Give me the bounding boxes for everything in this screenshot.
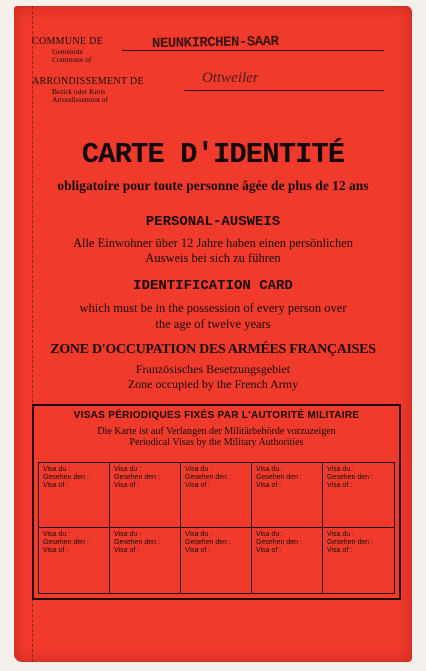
gesehen-label: Gesehen den : [43,474,89,481]
visa-du-label: Visa du : [256,531,284,538]
visa-cell [110,528,181,593]
visa-of-label: Visa of : [256,482,282,489]
visa-of-label: Visa of : [256,547,282,554]
text-de-line1: Alle Einwohner über 12 Jahre haben einen persönlichen [72,236,354,250]
visa-du-label: Visa du : [185,531,213,538]
visa-cell [252,463,323,528]
visa-du-label: Visa du : [327,466,355,473]
subtitle-fr: obligatoire pour toute personne âgée de plus de 12 ans [57,178,369,193]
zone-title: ZONE D'OCCUPATION DES ARMÉES FRANÇAISES [50,342,376,357]
visa-of-label: Visa of : [185,482,211,489]
visa-of-label: Visa of : [327,547,353,554]
gesehen-label: Gesehen den : [327,474,373,481]
visa-of-label: Visa of : [114,547,140,554]
visa-cell [323,528,394,593]
visa-of-label: Visa of : [43,482,69,489]
visa-of-label: Visa of : [114,482,140,489]
zone-line-de: Französisches Besetzungsgebiet [135,362,291,376]
gesehen-label: Gesehen den : [185,539,231,546]
gesehen-label: Gesehen den : [43,539,89,546]
visa-cell [110,463,181,528]
visa-of-label: Visa of : [43,547,69,554]
arrondissement-underline [184,90,384,91]
gesehen-label: Gesehen den : [185,474,231,481]
gesehen-label: Gesehen den : [256,474,302,481]
commune-label: COMMUNE DE [32,36,104,47]
gesehen-label: Gesehen den : [256,539,302,546]
arrondissement-sub-de: Bezirk oder Kreis [52,87,106,96]
title-en: IDENTIFICATION CARD [133,278,293,294]
title-de: PERSONAL-AUSWEIS [145,214,281,230]
visa-cell [181,463,252,528]
visa-cell [39,528,110,593]
arrondissement-sub-en: Arrondissement of [52,95,109,104]
visa-of-label: Visa of : [327,482,353,489]
visa-of-label: Visa of : [185,547,211,554]
visa-du-label: Visa du : [185,466,213,473]
visa-text-de: Die Karte ist auf Verlangen der Militärbehörde vorzuzeigen [97,426,336,437]
gesehen-label: Gesehen den : [327,539,373,546]
gesehen-label: Gesehen den : [114,539,160,546]
visa-du-label: Visa du : [327,531,355,538]
visa-cell [39,463,110,528]
visa-grid [38,462,395,594]
visa-du-label: Visa du : [114,466,142,473]
commune-sub-en: Commune of [52,55,92,64]
visa-text-en: Periodical Visas by the Military Authorities [129,437,304,448]
visa-title: VISAS PÉRIODIQUES FIXÉS PAR L'AUTORITÉ MILITAIRE [73,410,360,421]
visa-cell [252,528,323,593]
commune-sublabels [52,48,91,64]
commune-value: NEUNKIRCHEN-SAAR [151,33,279,53]
arrondissement-value: Ottweiler [202,70,259,86]
visa-du-label: Visa du : [114,531,142,538]
text-de-line2: Ausweis bei sich zu führen [145,251,281,265]
text-en-line2: the age of twelve years [155,317,271,331]
visa-cell [323,463,394,528]
visa-du-label: Visa du : [43,466,71,473]
zone-line-en: Zone occupied by the French Army [127,377,299,391]
visa-cell [181,528,252,593]
visa-du-label: Visa du : [43,531,71,538]
gesehen-label: Gesehen den : [114,474,160,481]
commune-sub-de: Gemeinde [52,47,83,56]
arrondissement-sublabels [52,88,108,104]
text-en-line1: which must be in the possession of every person over [79,301,347,315]
card-title-fr: CARTE D'IDENTITÉ [81,138,345,171]
visa-section [32,404,401,600]
identity-card [14,6,412,662]
visa-du-label: Visa du : [256,466,284,473]
arrondissement-label: ARRONDISSEMENT DE [32,76,144,87]
